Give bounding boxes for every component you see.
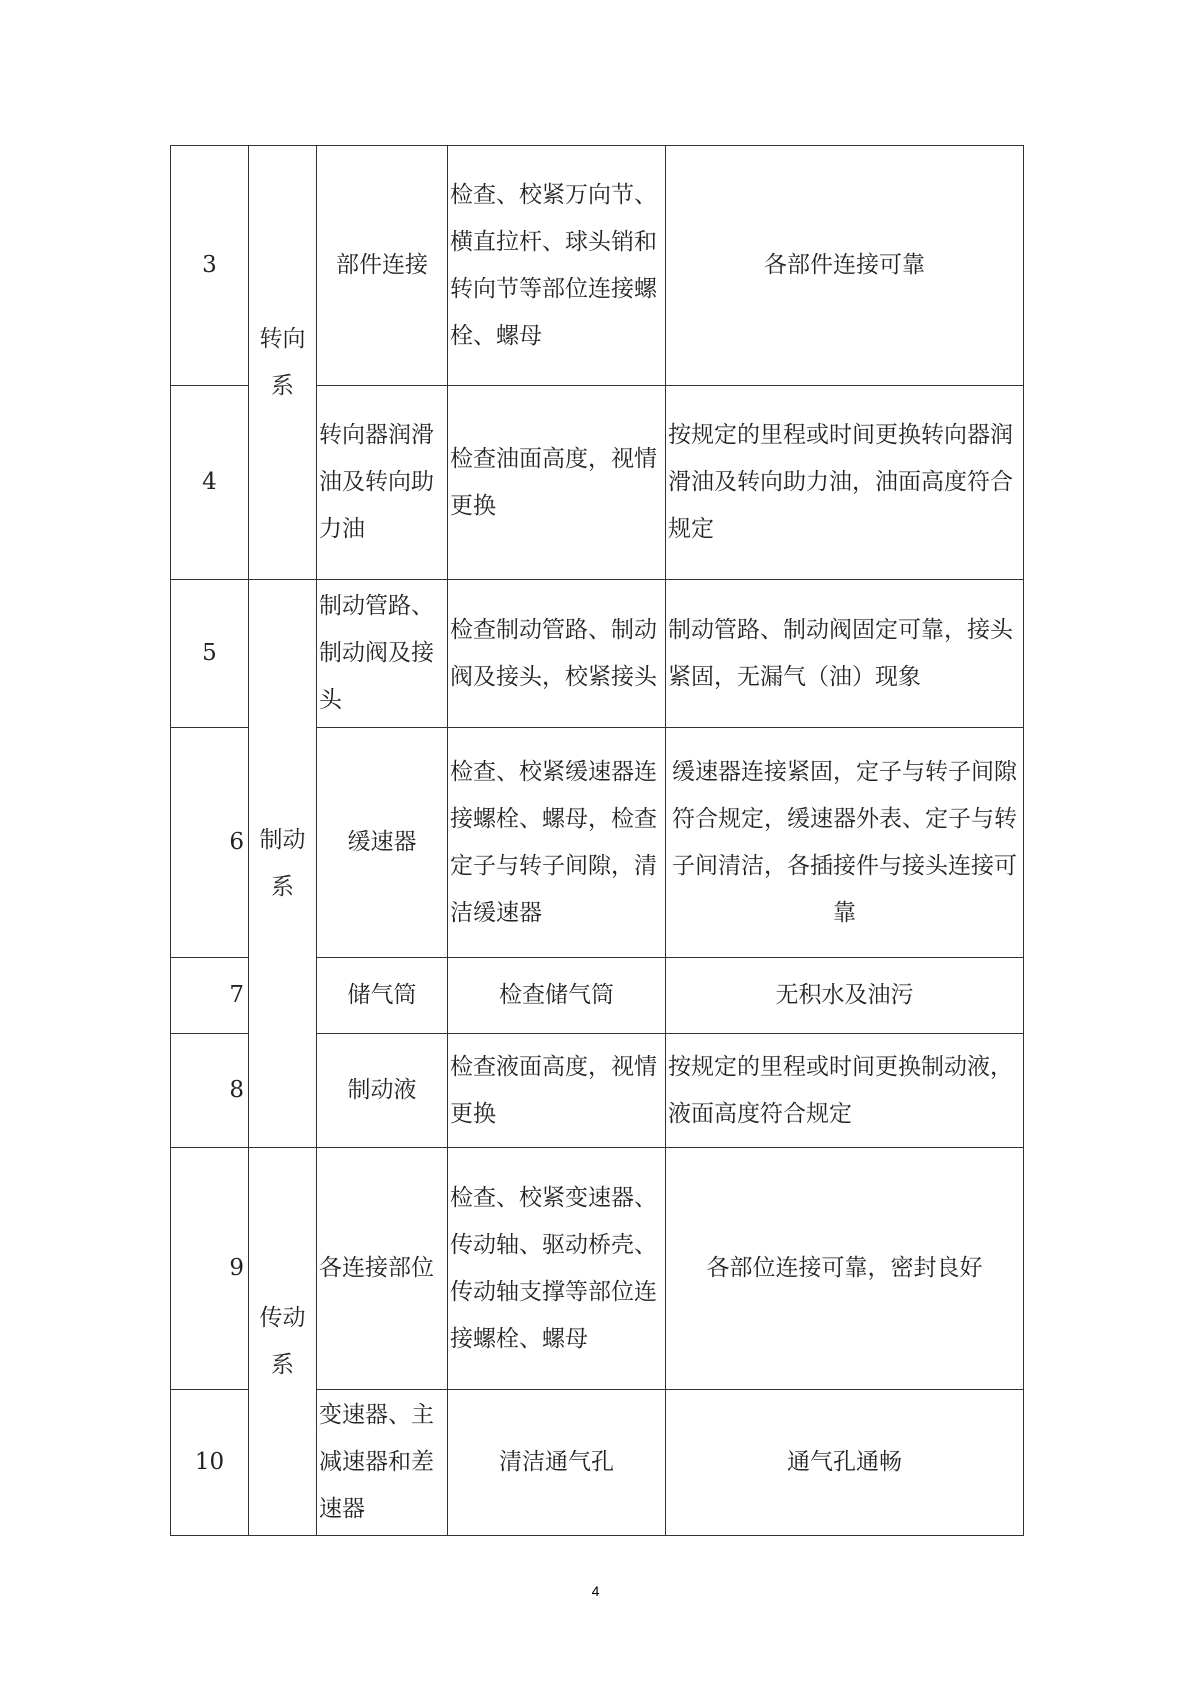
check-item: 检查、校紧变速器、传动轴、驱动桥壳、传动轴支撑等部位连接螺栓、螺母 — [448, 1148, 666, 1390]
component: 各连接部位 — [317, 1148, 448, 1390]
check-item: 检查储气筒 — [448, 958, 666, 1034]
requirement: 无积水及油污 — [666, 958, 1024, 1034]
system-brake: 制动系 — [249, 580, 317, 1148]
row-number: 10 — [171, 1390, 249, 1536]
component: 变速器、主减速器和差速器 — [317, 1390, 448, 1536]
row-number: 5 — [171, 580, 249, 728]
row-number: 3 — [171, 146, 249, 386]
check-item: 检查油面高度，视情更换 — [448, 386, 666, 580]
page-number: 4 — [591, 1583, 600, 1599]
row-number: 4 — [171, 386, 249, 580]
component: 部件连接 — [317, 146, 448, 386]
check-item: 检查制动管路、制动阀及接头，校紧接头 — [448, 580, 666, 728]
maintenance-table — [170, 145, 1024, 1536]
component: 缓速器 — [317, 728, 448, 958]
requirement: 按规定的里程或时间更换制动液，液面高度符合规定 — [666, 1034, 1024, 1148]
requirement: 各部件连接可靠 — [666, 146, 1024, 386]
requirement: 缓速器连接紧固，定子与转子间隙符合规定，缓速器外表、定子与转子间清洁，各插接件与接头连接可靠 — [666, 728, 1024, 958]
component: 制动液 — [317, 1034, 448, 1148]
requirement: 各部位连接可靠，密封良好 — [666, 1148, 1024, 1390]
table-row — [171, 1148, 1024, 1390]
table-row — [171, 146, 1024, 386]
system-transmission: 传动系 — [249, 1148, 317, 1536]
component: 转向器润滑油及转向助力油 — [317, 386, 448, 580]
requirement: 按规定的里程或时间更换转向器润滑油及转向助力油，油面高度符合规定 — [666, 386, 1024, 580]
system-steering: 转向系 — [249, 146, 317, 580]
row-number: 9 — [171, 1148, 249, 1390]
check-item: 检查液面高度，视情更换 — [448, 1034, 666, 1148]
check-item: 清洁通气孔 — [448, 1390, 666, 1536]
row-number: 7 — [171, 958, 249, 1034]
table-row — [171, 580, 1024, 728]
component: 储气筒 — [317, 958, 448, 1034]
check-item: 检查、校紧万向节、横直拉杆、球头销和转向节等部位连接螺栓、螺母 — [448, 146, 666, 386]
component: 制动管路、制动阀及接头 — [317, 580, 448, 728]
requirement: 制动管路、制动阀固定可靠，接头紧固，无漏气（油）现象 — [666, 580, 1024, 728]
requirement: 通气孔通畅 — [666, 1390, 1024, 1536]
row-number: 8 — [171, 1034, 249, 1148]
row-number: 6 — [171, 728, 249, 958]
check-item: 检查、校紧缓速器连接螺栓、螺母，检查定子与转子间隙，清洁缓速器 — [448, 728, 666, 958]
